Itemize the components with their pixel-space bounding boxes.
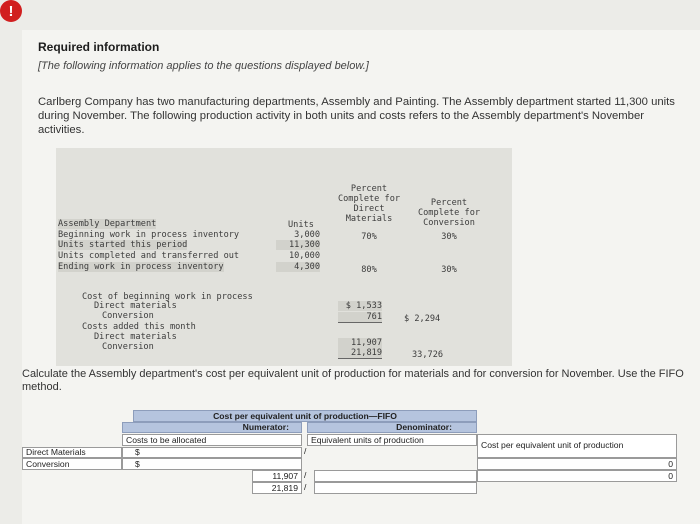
col-materials-header-4: Materials xyxy=(345,214,393,224)
cost-begin-conv-label: Conversion xyxy=(102,311,154,321)
cost-begin-dm: $ 1,533 xyxy=(338,301,382,311)
problem-intro: Carlberg Company has two manufacturing departments, Assembly and Painting. The Assembly department started 11,300 units during November. The following production activity in both units and costs refers to the Assembly department's November activities. xyxy=(38,96,675,136)
cost-added-label: Costs added this month xyxy=(82,322,196,332)
col-materials-header-2: Complete for xyxy=(337,194,401,204)
row-units: 4,300 xyxy=(276,262,320,272)
cost-begin-total: $ 2,294 xyxy=(404,314,441,324)
divider-slash: / xyxy=(304,447,307,456)
denominator-header: Denominator: xyxy=(307,422,477,433)
col-conversion-header-1: Percent xyxy=(430,198,468,208)
info-note: [The following information applies to the questions displayed below.] xyxy=(38,60,369,72)
production-data-sheet xyxy=(56,148,512,366)
cost-added-dm: 11,907 xyxy=(338,338,382,348)
table-title: Cost per equivalent unit of production—FIFO xyxy=(133,410,477,422)
row-label-conversion: Conversion xyxy=(22,458,122,470)
direct-materials-cost-input[interactable]: 11,907 xyxy=(252,470,302,482)
alert-icon: ! xyxy=(0,0,22,22)
cost-per-unit-header: Cost per equivalent unit of production xyxy=(477,434,677,458)
cost-begin-dm-label: Direct materials xyxy=(94,301,177,311)
cost-added-total: 33,726 xyxy=(412,350,444,360)
row-materials-pct: 80% xyxy=(361,265,377,275)
required-information-title: Required information xyxy=(38,40,160,54)
question-text: Calculate the Assembly department's cost per equivalent unit of production for materials and for conversion for November. Use the FIFO method. xyxy=(22,368,684,393)
col-conversion-header-2: Complete for xyxy=(417,208,481,218)
row-label: Ending work in process inventory xyxy=(58,262,224,272)
cost-begin-label: Cost of beginning work in process xyxy=(82,292,253,302)
row-conversion-pct: 30% xyxy=(441,265,457,275)
direct-materials-cost-per-unit: 0 xyxy=(477,458,677,470)
row-label: Beginning work in process inventory xyxy=(58,230,240,240)
col-units-header: Units xyxy=(288,220,314,230)
question-panel xyxy=(22,30,700,524)
cost-added-dm-label: Direct materials xyxy=(94,332,177,342)
direct-materials-equivalent-units-input[interactable] xyxy=(314,470,477,482)
conversion-cost-per-unit: 0 xyxy=(477,470,677,482)
conversion-equivalent-units-input[interactable] xyxy=(314,482,477,494)
col-conversion-header-3: Conversion xyxy=(423,218,475,228)
row-label: Assembly Department xyxy=(58,219,157,229)
row-conversion-pct: 30% xyxy=(441,232,457,242)
currency-sign: $ xyxy=(122,458,302,470)
divider-slash: / xyxy=(304,470,307,480)
col-materials-header-3: Direct xyxy=(353,204,385,214)
costs-to-allocate-header: Costs to be allocated xyxy=(122,434,302,446)
row-units: 3,000 xyxy=(294,230,320,240)
row-materials-pct: 70% xyxy=(361,232,377,242)
row-label: Units completed and transferred out xyxy=(58,251,240,261)
divider-slash: / xyxy=(304,482,307,492)
row-units: 10,000 xyxy=(288,251,320,261)
cost-begin-conv: 761 xyxy=(338,312,382,323)
row-label-direct-materials: Direct Materials xyxy=(22,447,122,458)
conversion-cost-input[interactable]: 21,819 xyxy=(252,482,302,494)
equivalent-units-header: Equivalent units of production xyxy=(307,434,477,446)
cost-per-equivalent-unit-table xyxy=(22,410,700,524)
col-materials-header-1: Percent xyxy=(350,184,388,194)
row-label: Units started this period xyxy=(58,240,188,250)
cost-added-conv-label: Conversion xyxy=(102,342,154,352)
numerator-header: Numerator: xyxy=(122,422,302,433)
row-units: 11,300 xyxy=(276,240,320,250)
currency-sign: $ xyxy=(122,447,302,458)
cost-added-conv: 21,819 xyxy=(338,348,382,359)
